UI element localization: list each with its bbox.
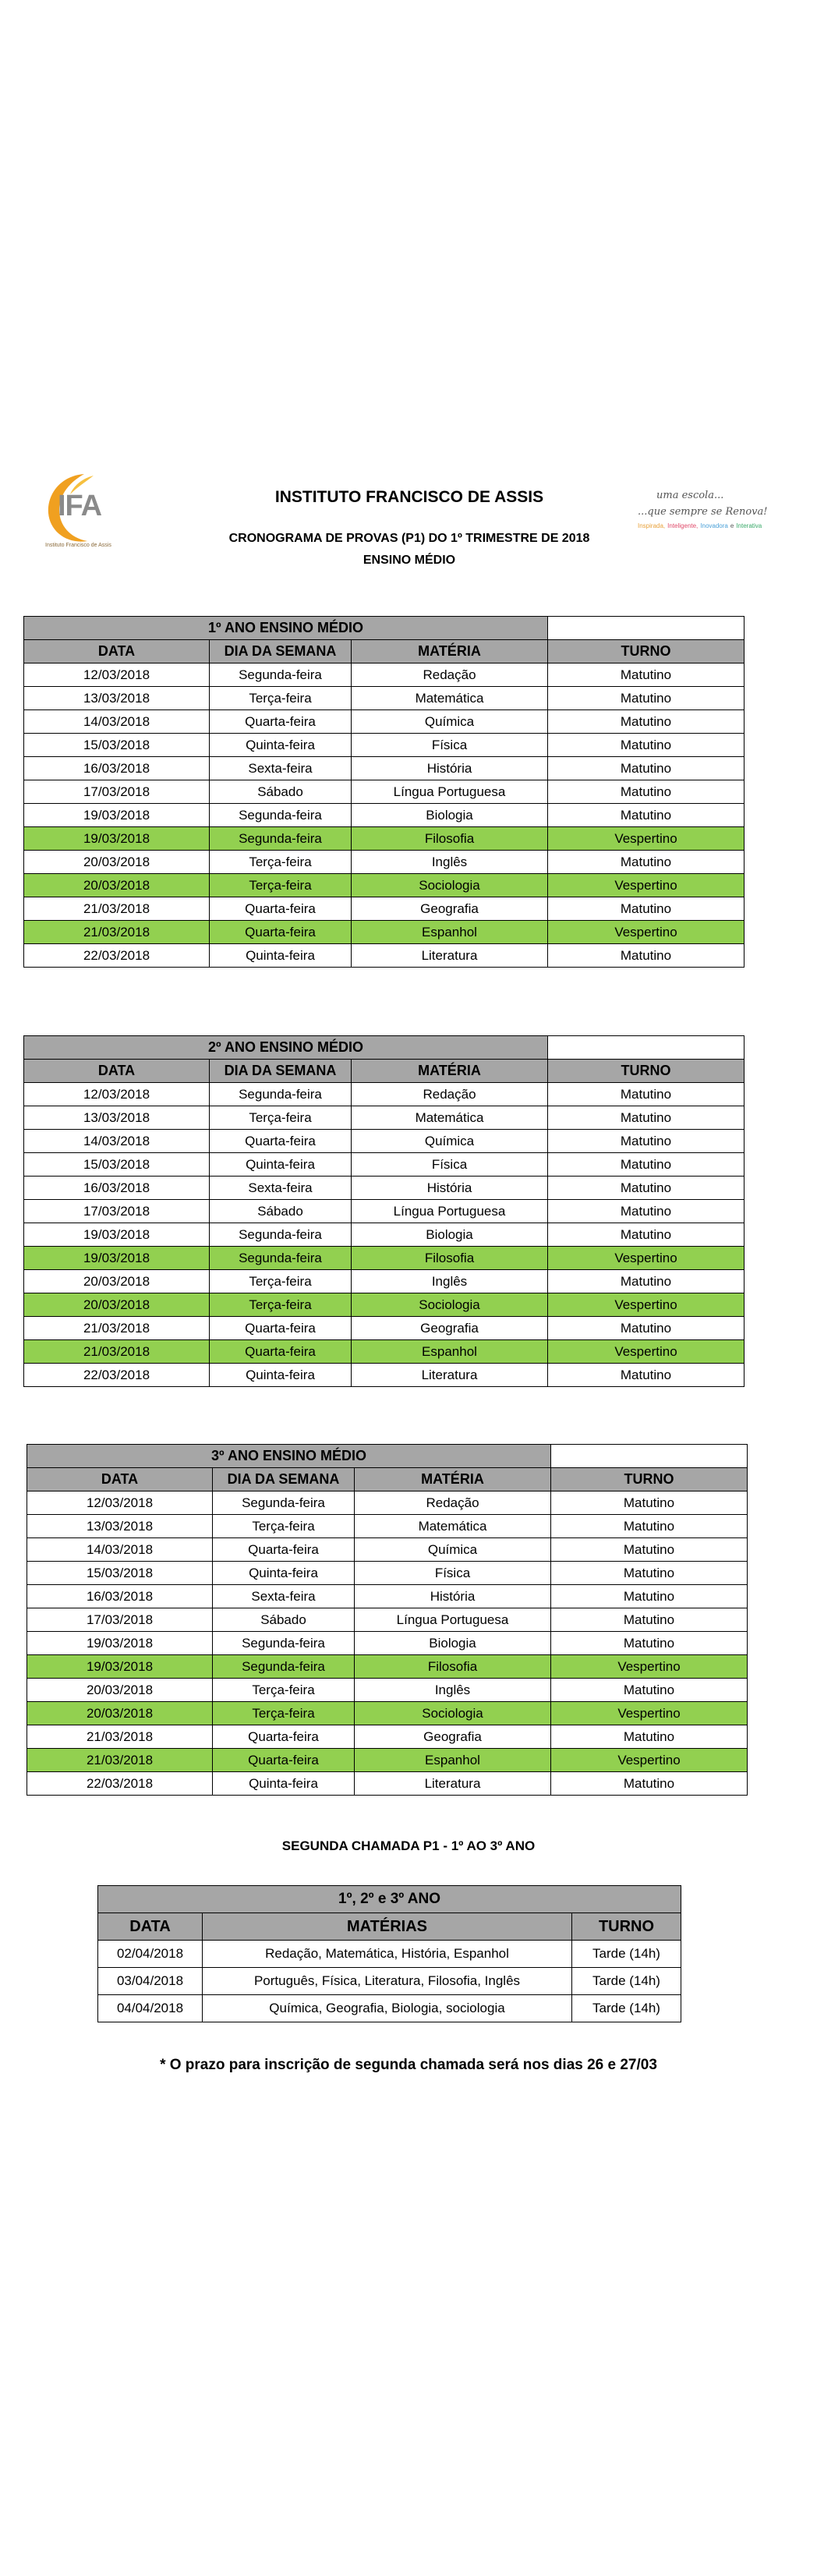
cell-materia: Redação [352,1083,548,1106]
table-row [24,827,744,851]
second-call-table-title: 1º, 2º e 3º ANO [98,1886,681,1913]
slogan-word: e [730,522,734,529]
cell-turno: Matutino [548,897,744,921]
table-row [24,1364,744,1387]
table-row [24,851,744,874]
table-row [24,1106,744,1130]
cell-materia: Literatura [352,944,548,968]
cell-data: 19/03/2018 [24,804,210,827]
institution-title: INSTITUTO FRANCISCO DE ASSIS [274,488,544,506]
cell-data: 04/04/2018 [98,1995,203,2022]
cell-data: 20/03/2018 [27,1679,213,1702]
table-row [27,1491,748,1515]
cell-dia: Terça-feira [213,1702,355,1725]
cell-turno: Matutino [551,1562,748,1585]
cell-dia: Segunda-feira [210,1223,352,1247]
table-title: 3º ANO ENSINO MÉDIO [27,1445,551,1468]
column-header-data: DATA [27,1468,213,1491]
cell-data: 21/03/2018 [27,1725,213,1749]
cell-dia: Sexta-feira [210,757,352,780]
cell-data: 21/03/2018 [27,1749,213,1772]
cell-materias: Português, Física, Literatura, Filosofia, Inglês [203,1968,572,1995]
document-header [39,468,780,577]
cell-turno: Tarde (14h) [572,1941,681,1968]
cell-dia: Terça-feira [213,1679,355,1702]
cell-turno: Matutino [548,1223,744,1247]
cell-data: 15/03/2018 [24,734,210,757]
cell-turno: Vespertino [548,1340,744,1364]
table-row [24,921,744,944]
table-row [27,1725,748,1749]
cell-dia: Terça-feira [213,1515,355,1538]
cell-materia: Redação [352,663,548,687]
cell-data: 03/04/2018 [98,1968,203,1995]
table-title-empty-cell [551,1445,748,1468]
cell-data: 15/03/2018 [24,1153,210,1177]
cell-dia: Quarta-feira [210,897,352,921]
slogan-line-2: ...que sempre se Renova! [638,506,768,518]
cell-turno: Tarde (14h) [572,1995,681,2022]
cell-data: 02/04/2018 [98,1941,203,1968]
cell-turno: Vespertino [551,1749,748,1772]
cell-materia: Espanhol [352,1340,548,1364]
slogan-line-1: uma escola... [656,490,724,501]
cell-materia: História [355,1585,551,1608]
table-row [24,734,744,757]
column-header-dia: DIA DA SEMANA [210,640,352,663]
cell-materias: Redação, Matemática, História, Espanhol [203,1941,572,1968]
table-title: 2º ANO ENSINO MÉDIO [24,1036,548,1060]
cell-materia: Literatura [352,1364,548,1387]
cell-materia: Sociologia [355,1702,551,1725]
cell-materia: Física [352,734,548,757]
cell-data: 14/03/2018 [24,1130,210,1153]
table-row [24,757,744,780]
table-row [27,1608,748,1632]
table-row [24,804,744,827]
column-header-materia: MATÉRIA [352,640,548,663]
table-row [24,687,744,710]
table-row [24,1293,744,1317]
table-row [98,1941,681,1968]
cell-turno: Matutino [548,663,744,687]
cell-dia: Terça-feira [210,874,352,897]
cell-dia: Sábado [210,780,352,804]
cell-turno: Matutino [548,1130,744,1153]
cell-turno: Matutino [548,1106,744,1130]
cell-data: 17/03/2018 [24,1200,210,1223]
cell-dia: Terça-feira [210,1293,352,1317]
cell-data: 21/03/2018 [24,1340,210,1364]
cell-data: 12/03/2018 [24,1083,210,1106]
table-row [24,1200,744,1223]
table-row [27,1655,748,1679]
schedule-table [23,616,744,968]
table-row [27,1679,748,1702]
cell-dia: Quinta-feira [210,1364,352,1387]
cell-turno: Vespertino [551,1702,748,1725]
cell-data: 22/03/2018 [24,1364,210,1387]
cell-data: 20/03/2018 [27,1702,213,1725]
cell-turno: Matutino [548,687,744,710]
second-call-table [97,1885,681,2022]
cell-turno: Matutino [551,1772,748,1796]
cell-turno: Matutino [548,1177,744,1200]
cell-materia: História [352,1177,548,1200]
slogan-line-3 [638,522,786,529]
cell-materia: Literatura [355,1772,551,1796]
table-row [24,663,744,687]
cell-materia: Biologia [352,1223,548,1247]
cell-dia: Quinta-feira [210,944,352,968]
cell-turno: Matutino [548,757,744,780]
table-row [98,1968,681,1995]
cell-data: 17/03/2018 [24,780,210,804]
table-row [98,1995,681,2022]
cell-dia: Terça-feira [210,851,352,874]
cell-dia: Quarta-feira [213,1538,355,1562]
cell-materia: Geografia [352,897,548,921]
column-header-materias: MATÉRIAS [203,1913,572,1941]
cell-dia: Quarta-feira [210,1317,352,1340]
cell-dia: Segunda-feira [210,827,352,851]
cell-turno: Matutino [548,780,744,804]
cell-materia: Química [355,1538,551,1562]
education-level: ENSINO MÉDIO [363,554,456,567]
cell-turno: Matutino [548,1083,744,1106]
table-title-empty-cell [548,1036,744,1060]
cell-data: 19/03/2018 [24,1247,210,1270]
cell-data: 22/03/2018 [27,1772,213,1796]
cell-materia: Filosofia [352,1247,548,1270]
cell-turno: Matutino [551,1491,748,1515]
cell-turno: Matutino [548,1364,744,1387]
cell-data: 12/03/2018 [24,663,210,687]
cell-dia: Segunda-feira [210,1083,352,1106]
table-row [27,1749,748,1772]
cell-dia: Terça-feira [210,1106,352,1130]
schedule-table [23,1035,744,1387]
cell-turno: Matutino [551,1585,748,1608]
cell-dia: Quarta-feira [213,1749,355,1772]
cell-dia: Sexta-feira [210,1177,352,1200]
cell-turno: Matutino [551,1632,748,1655]
cell-materia: Biologia [352,804,548,827]
cell-dia: Terça-feira [210,1270,352,1293]
cell-materia: Filosofia [355,1655,551,1679]
column-header-dia: DIA DA SEMANA [213,1468,355,1491]
table-row [24,1340,744,1364]
cell-dia: Quarta-feira [210,710,352,734]
cell-dia: Quinta-feira [210,1153,352,1177]
cell-materia: Matemática [352,1106,548,1130]
cell-data: 20/03/2018 [24,1293,210,1317]
cell-materia: Espanhol [352,921,548,944]
registration-note: * O prazo para inscrição de segunda chamada será nos dias 26 e 27/03 [160,2057,657,2073]
cell-turno: Vespertino [548,1247,744,1270]
cell-turno: Matutino [551,1725,748,1749]
cell-data: 19/03/2018 [24,1223,210,1247]
cell-data: 16/03/2018 [24,757,210,780]
table-row [27,1562,748,1585]
cell-data: 14/03/2018 [27,1538,213,1562]
cell-materia: Língua Portuguesa [352,780,548,804]
cell-materia: Matemática [352,687,548,710]
cell-dia: Quinta-feira [213,1562,355,1585]
cell-materia: Língua Portuguesa [355,1608,551,1632]
cell-dia: Segunda-feira [210,1247,352,1270]
column-header-data: DATA [98,1913,203,1941]
cell-materia: Química [352,1130,548,1153]
table-row [24,780,744,804]
table-title-empty-cell [548,617,744,640]
cell-data: 16/03/2018 [24,1177,210,1200]
table-row [27,1585,748,1608]
cell-materia: Inglês [352,851,548,874]
cell-turno: Matutino [551,1515,748,1538]
cell-data: 13/03/2018 [27,1515,213,1538]
cell-dia: Sábado [213,1608,355,1632]
cell-data: 19/03/2018 [27,1632,213,1655]
table-row [24,710,744,734]
table-row [24,1177,744,1200]
cell-turno: Matutino [548,851,744,874]
cell-turno: Matutino [548,1200,744,1223]
cell-dia: Segunda-feira [213,1632,355,1655]
cell-data: 14/03/2018 [24,710,210,734]
cell-dia: Terça-feira [210,687,352,710]
cell-turno: Matutino [548,944,744,968]
cell-data: 21/03/2018 [24,897,210,921]
cell-data: 21/03/2018 [24,921,210,944]
cell-data: 19/03/2018 [24,827,210,851]
table-row [24,1223,744,1247]
column-header-turno: TURNO [572,1913,681,1941]
cell-dia: Quarta-feira [210,1340,352,1364]
cell-data: 21/03/2018 [24,1317,210,1340]
table-row [24,944,744,968]
column-header-turno: TURNO [548,1060,744,1083]
schedule-table [27,1444,748,1796]
schedule-subtitle: CRONOGRAMA DE PROVAS (P1) DO 1º TRIMESTRE DE 2018 [228,532,590,545]
column-header-data: DATA [24,1060,210,1083]
table-row [24,1247,744,1270]
cell-dia: Sábado [210,1200,352,1223]
table-row [24,1317,744,1340]
cell-materia: Física [355,1562,551,1585]
cell-data: 15/03/2018 [27,1562,213,1585]
cell-turno: Vespertino [548,827,744,851]
cell-dia: Quinta-feira [210,734,352,757]
logo-text: IFA [58,490,102,522]
table-row [27,1772,748,1796]
cell-materia: Matemática [355,1515,551,1538]
cell-materia: Física [352,1153,548,1177]
slogan-word: Inovadora [700,522,728,529]
table-row [27,1538,748,1562]
slogan-word: Interativa [736,522,762,529]
cell-turno: Tarde (14h) [572,1968,681,1995]
cell-data: 20/03/2018 [24,851,210,874]
cell-dia: Quarta-feira [210,921,352,944]
table-row [24,874,744,897]
cell-dia: Quarta-feira [213,1725,355,1749]
cell-turno: Vespertino [548,921,744,944]
table-row [27,1632,748,1655]
cell-dia: Segunda-feira [210,663,352,687]
cell-materia: Inglês [352,1270,548,1293]
cell-dia: Segunda-feira [213,1491,355,1515]
cell-materia: Sociologia [352,874,548,897]
table-title: 1º ANO ENSINO MÉDIO [24,617,548,640]
table-row [27,1515,748,1538]
table-row [27,1702,748,1725]
cell-turno: Vespertino [548,874,744,897]
cell-materia: Biologia [355,1632,551,1655]
table-row [24,1130,744,1153]
slogan-word: Inspirada, [638,522,666,529]
cell-materia: Geografia [355,1725,551,1749]
cell-dia: Sexta-feira [213,1585,355,1608]
cell-turno: Matutino [548,804,744,827]
cell-turno: Matutino [548,1270,744,1293]
column-header-materia: MATÉRIA [355,1468,551,1491]
cell-turno: Matutino [548,734,744,757]
cell-materia: Filosofia [352,827,548,851]
second-call-title: SEGUNDA CHAMADA P1 - 1º AO 3º ANO [281,1838,536,1853]
cell-data: 12/03/2018 [27,1491,213,1515]
cell-materia: Sociologia [352,1293,548,1317]
cell-turno: Vespertino [548,1293,744,1317]
column-header-materia: MATÉRIA [352,1060,548,1083]
cell-materia: Espanhol [355,1749,551,1772]
cell-turno: Matutino [548,710,744,734]
table-row [24,1270,744,1293]
table-row [24,1153,744,1177]
column-header-dia: DIA DA SEMANA [210,1060,352,1083]
slogan [638,490,786,529]
cell-data: 20/03/2018 [24,1270,210,1293]
cell-data: 19/03/2018 [27,1655,213,1679]
cell-materias: Química, Geografia, Biologia, sociologia [203,1995,572,2022]
cell-dia: Quinta-feira [213,1772,355,1796]
cell-turno: Vespertino [551,1655,748,1679]
cell-turno: Matutino [551,1679,748,1702]
cell-turno: Matutino [548,1153,744,1177]
cell-materia: Língua Portuguesa [352,1200,548,1223]
column-header-turno: TURNO [548,640,744,663]
table-row [24,1083,744,1106]
cell-turno: Matutino [548,1317,744,1340]
cell-dia: Quarta-feira [210,1130,352,1153]
cell-materia: Redação [355,1491,551,1515]
column-header-turno: TURNO [551,1468,748,1491]
column-header-data: DATA [24,640,210,663]
cell-dia: Segunda-feira [210,804,352,827]
cell-data: 20/03/2018 [24,874,210,897]
cell-turno: Matutino [551,1538,748,1562]
cell-data: 22/03/2018 [24,944,210,968]
logo-caption: Instituto Francisco de Assis [45,543,111,548]
cell-materia: Inglês [355,1679,551,1702]
slogan-word: Inteligente, [667,522,699,529]
cell-data: 16/03/2018 [27,1585,213,1608]
cell-materia: História [352,757,548,780]
cell-materia: Química [352,710,548,734]
cell-materia: Geografia [352,1317,548,1340]
cell-turno: Matutino [551,1608,748,1632]
cell-dia: Segunda-feira [213,1655,355,1679]
table-row [24,897,744,921]
cell-data: 13/03/2018 [24,1106,210,1130]
cell-data: 13/03/2018 [24,687,210,710]
cell-data: 17/03/2018 [27,1608,213,1632]
